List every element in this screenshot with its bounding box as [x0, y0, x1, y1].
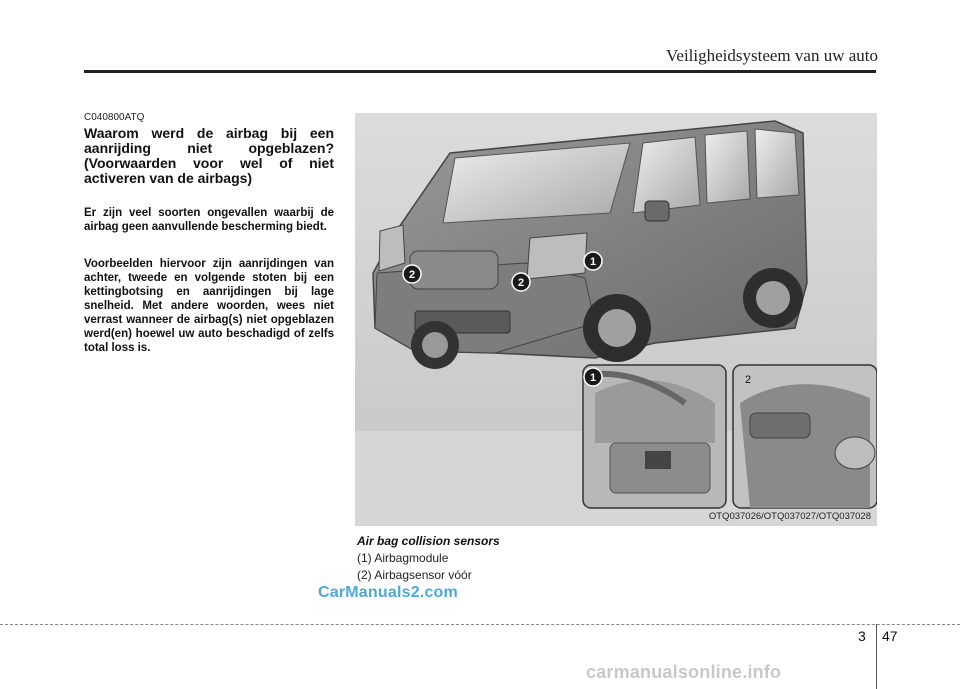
page-number: 47 — [882, 628, 898, 644]
svg-text:2: 2 — [745, 374, 752, 386]
figure-code: OTQ037026/OTQ037027/OTQ037028 — [708, 511, 871, 522]
van-illustration — [355, 113, 877, 526]
header-rule — [84, 70, 876, 73]
page-chapter: 3 — [858, 628, 866, 644]
airbag-figure — [355, 113, 877, 526]
section-heading: Waarom werd de airbag bij een aanrijding niet opgeblazen? (Voorwaarden voor wel of niet activeren van de airbags) — [84, 125, 334, 186]
caption-item: (1) Airbagmodule — [357, 551, 449, 565]
inset-interior — [583, 365, 726, 508]
marker-2-left — [403, 265, 421, 283]
header-title: Veiligheidsysteem van uw auto — [666, 46, 878, 65]
caption-title: Air bag collision sensors — [357, 534, 500, 548]
paragraph-1: Er zijn veel soorten ongevallen waarbij de airbag geen aanvullende bescherming biedt. — [84, 207, 334, 233]
footer-divider — [876, 624, 877, 689]
svg-text:1: 1 — [589, 256, 597, 268]
caption-item: (2) Airbagsensor vóór — [357, 568, 472, 582]
site-watermark: carmanualsonline.info — [586, 662, 782, 682]
marker-2-right — [512, 273, 530, 291]
svg-text:2: 2 — [408, 269, 416, 281]
inset-front — [733, 365, 877, 508]
svg-text:2: 2 — [517, 277, 525, 289]
marker-1-van — [584, 252, 602, 270]
watermark-link[interactable]: CarManuals2.com — [318, 584, 458, 601]
footer-rule — [0, 624, 960, 625]
paragraph-2: Voorbeelden hiervoor zijn aanrijdingen van achter, tweede en volgende stoten bij een kettingbotsing en aanrijdingen bij lage snelheid. Met andere woorden, wees niet verrast wanneer de airbag(s) niet opgeblazen werd(en) hoewel uw auto beschadigd of zelfs total loss is. — [84, 258, 334, 354]
svg-text:1: 1 — [589, 372, 597, 384]
section-code: C040800ATQ — [84, 112, 145, 123]
